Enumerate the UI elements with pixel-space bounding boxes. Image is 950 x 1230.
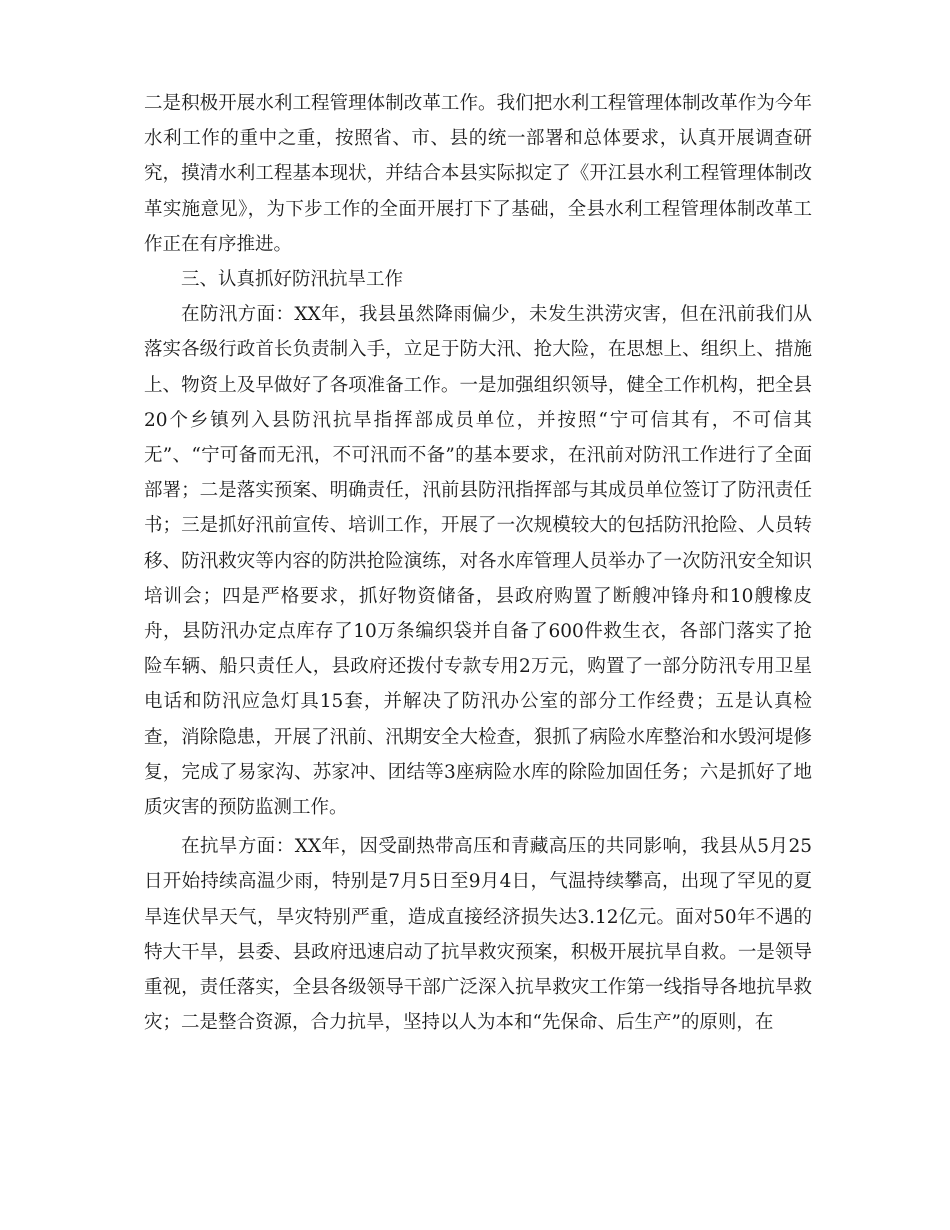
paragraph-flood-control: 在防汛方面：XX年，我县虽然降雨偏少，未发生洪涝灾害，但在汛前我们从落实各级行政首长负责制入手，立足于防大汛、抢大险，在思想上、组织上、措施上、物资上及早做好了各项准备工作。一是加强组织领导，健全工作机构，把全县20个乡镇列入县防汛抗旱指挥部成员单位，并按照“宁可信其有，不可信其无”、“宁可备而无汛，不可汛而不备”的基本要求，在汛前对防汛工作进行了全面部署；二是落实预案、明确责任，汛前县防汛指挥部与其成员单位签订了防汛责任书；三是抓好汛前宣传、培训工作，开展了一次规模较大的包括防汛抢险、人员转移、防汛救灾等内容的防洪抢险演练，对各水库管理人员举办了一次防汛安全知识培训会；四是严格要求，抓好物资储备，县政府购置了断艘冲锋舟和10艘橡皮舟，县防汛办定点库存了10万条编织袋并自备了600件救生衣，各部门落实了抢险车辆、船只责任人，县政府还拨付专款专用2万元，购置了一部分防汛专用卫星电话和防汛应急灯具15套，并解决了防汛办公室的部分工作经费；五是认真检查，消除隐患，开展了汛前、汛期安全大检查，狠抓了病险水库整治和水毁河堤修复，完成了易家沟、苏家冲、团结等3座病险水库的除险加固任务；六是抓好了地质灾害的预防监测工作。 xyxy=(144,304,812,819)
section-heading-flood-drought: 三、认真抓好防汛抗旱工作 xyxy=(181,269,404,291)
paragraph-drought-relief: 在抗旱方面：XX年，因受副热带高压和青藏高压的共同影响，我县从5月25日开始持续高温少雨，特别是7月5日至9月4日，气温持续攀高，出现了罕见的夏旱连伏旱天气，旱灾特别严重，造成直接经济损失达3.12亿元。面对50年不遇的特大干旱，县委、县政府迅速启动了抗旱救灾预案，积极开展抗旱自救。一是领导重视，责任落实，全县各级领导干部广泛深入抗旱救灾工作第一线指导各地抗旱救灾；二是整合资源，合力抗旱，坚持以人为本和“先保命、后生产”的原则，在 xyxy=(144,836,812,1034)
document-body xyxy=(144,86,812,1040)
paragraph-water-reform: 二是积极开展水利工程管理体制改革工作。我们把水利工程管理体制改革作为今年水利工作的重中之重，按照省、市、县的统一部署和总体要求，认真开展调查研究，摸清水利工程基本现状，并结合本县实际拟定了《开江县水利工程管理体制改革实施意见》，为下步工作的全面开展打下了基础，全县水利工程管理体制改革工作正在有序推进。 xyxy=(144,93,812,255)
